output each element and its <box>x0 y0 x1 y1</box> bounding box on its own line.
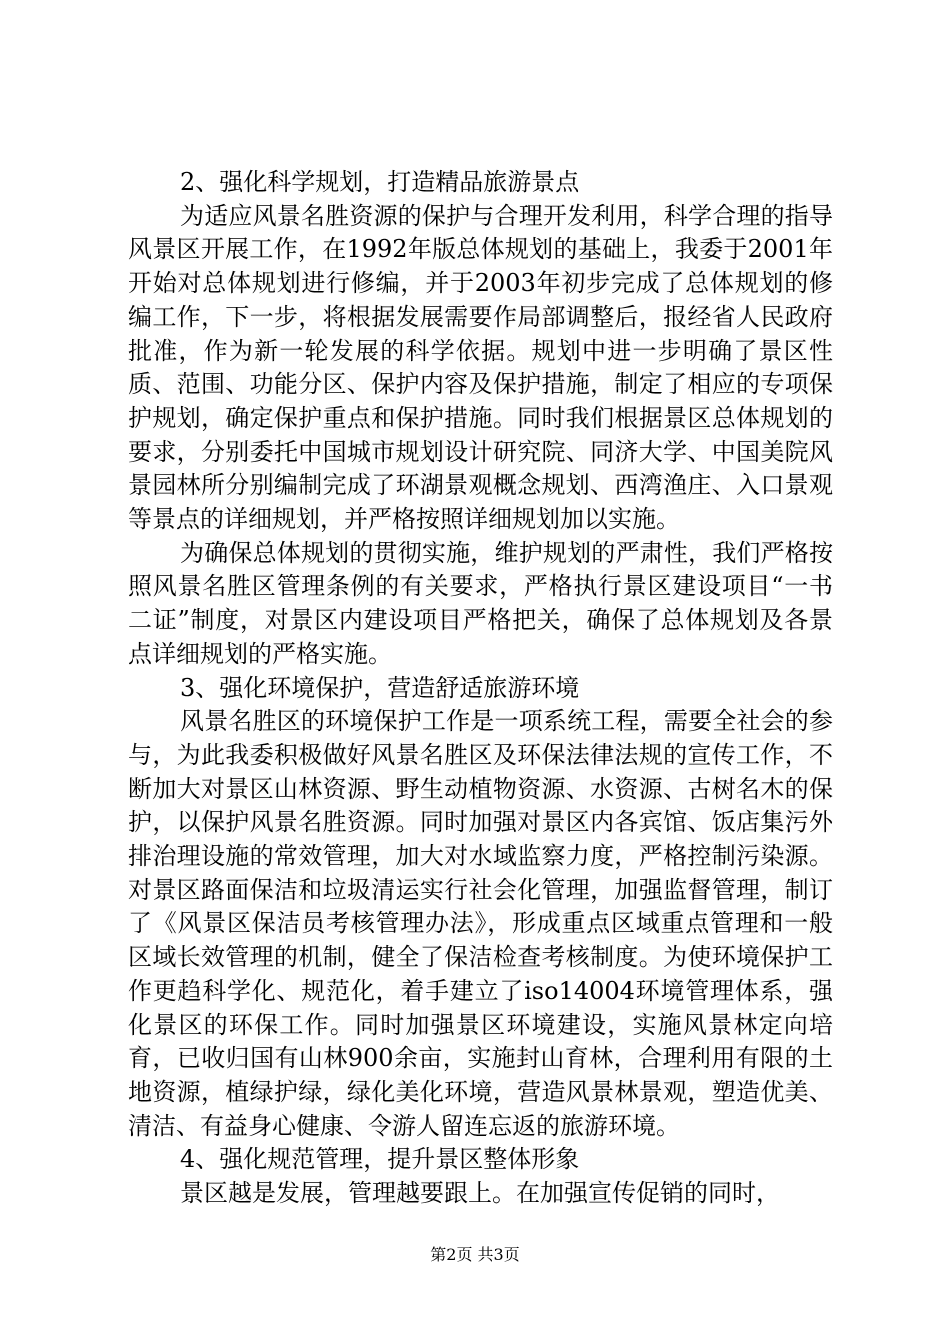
document-body <box>128 166 833 1211</box>
heading-section-3: 3、强化环境保护，营造舒适旅游环境 <box>180 673 580 702</box>
paragraph-environment: 风景名胜区的环境保护工作是一项系统工程，需要全社会的参与，为此我委积极做好风景名胜区及环保法律法规的宣传工作，不断加大对景区山林资源、野生动植物资源、水资源、古树名木的保护，以保护风景名胜资源。同时加强对景区内各宾馆、饭店集污外排治理设施的常效管理，加大对水域监察力度，严格控制污染源。对景区路面保洁和垃圾清运实行社会化管理，加强监督管理，制订了《风景区保洁员考核管理办法》，形成重点区域重点管理和一般区域长效管理的机制，健全了保洁检查考核制度。为使环境保护工作更趋科学化、规范化，着手建立了iso14004环境管理体系，强化景区的环保工作。同时加强景区环境建设，实施风景林定向培育，已收归国有山林900余亩，实施封山育林，合理利用有限的土地资源，植绿护绿，绿化美化环境，营造风景林景观，塑造优美、清洁、有益身心健康、令游人留连忘返的旅游环境。 <box>128 707 833 1140</box>
paragraph-planning: 为适应风景名胜资源的保护与合理开发利用，科学合理的指导风景区开展工作，在1992年版总体规划的基础上，我委于2001年开始对总体规划进行修编，并于2003年初步完成了总体规划的修编工作，下一步，将根据发展需要作局部调整后，报经省人民政府批准，作为新一轮发展的科学依据。规划中进一步明确了景区性质、范围、功能分区、保护内容及保护措施，制定了相应的专项保护规划，确定保护重点和保护措施。同时我们根据景区总体规划的要求，分别委托中国城市规划设计研究院、同济大学、中国美院风景园林所分别编制完成了环湖景观概念规划、西湾渔庄、入口景观等景点的详细规划，并严格按照详细规划加以实施。 <box>128 201 833 534</box>
heading-section-2: 2、强化科学规划，打造精品旅游景点 <box>180 168 580 196</box>
paragraph-plan-implementation: 为确保总体规划的贯彻实施，维护规划的严肃性，我们严格按照风景名胜区管理条例的有关要求，严格执行景区建设项目“一书二证”制度，对景区内建设项目严格把关，确保了总体规划及各景点详细规划的严格实施。 <box>128 538 833 668</box>
heading-section-4: 4、强化规范管理，提升景区整体形象 <box>180 1145 580 1174</box>
paragraph-management: 景区越是发展，管理越要跟上。在加强宣传促销的同时， <box>180 1179 780 1208</box>
page-number-footer: 第2页 共3页 <box>430 1245 520 1264</box>
